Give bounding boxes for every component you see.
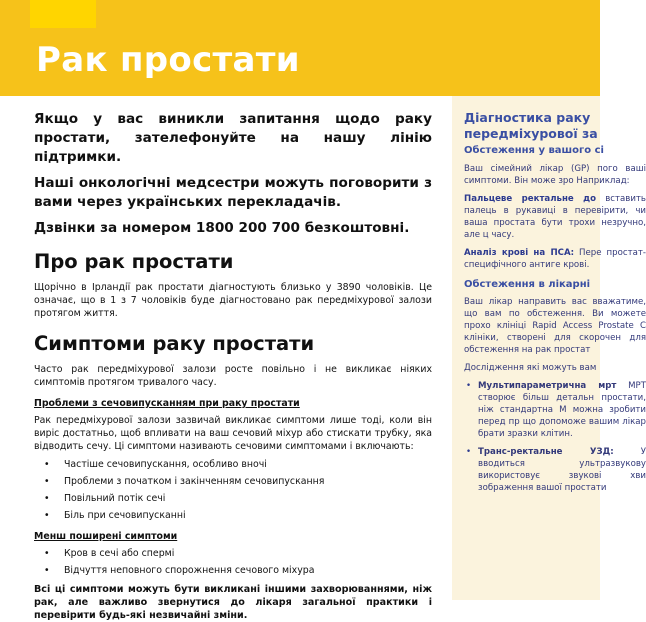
closing-paragraph: Всі ці симптоми можуть бути викликані іншими захворюваннями, ніж рак, але важливо звернутися до лікаря загальної практики і перевірити будь-які незвичайні зміни. bbox=[34, 584, 432, 621]
diagnosis-sidebar bbox=[452, 96, 646, 600]
test-label: Мультипараметрична мрт bbox=[478, 381, 617, 391]
test-text: МРТ створює більш детальн простати, ніж стандартна М можна зробити перед пр що допоможе вашим лікар брати зразки клітин. bbox=[478, 381, 646, 439]
symptoms-intro: Часто рак передміхурової залози росте повільно і не викликає ніяких симптомів протягом тривалого часу. bbox=[34, 364, 432, 388]
tests-intro: Дослідження які можуть вам bbox=[464, 363, 597, 373]
lead-paragraph-3: Дзвінки за номером 1800 200 700 безкоштовні. bbox=[34, 220, 410, 236]
list-item: • Повільний потік сечі bbox=[34, 493, 432, 505]
about-text: Щорічно в Ірландії рак простати діагностують близько у 3890 чоловіків. Це означає, що в 1 з 7 чоловіків буде діагностовано рак передміхурової залози протягом життя. bbox=[34, 282, 432, 319]
list-item: • Частіше сечовипускання, особливо вночі bbox=[34, 459, 432, 471]
tests-list bbox=[464, 380, 646, 494]
symptoms-heading: Симптоми раку простати bbox=[34, 332, 315, 355]
sidebar-title: Діагностика раку передміхурової за bbox=[464, 110, 598, 141]
list-item: • Кров в сечі або спермі bbox=[34, 548, 432, 560]
list-item bbox=[464, 380, 646, 440]
less-common-list bbox=[34, 548, 432, 577]
list-item bbox=[464, 446, 646, 494]
test-label: Транс-ректальне УЗД: bbox=[478, 447, 614, 457]
gp-text: Ваш сімейний лікар (GP) пого ваші симптоми. Він може зро Наприклад: bbox=[464, 164, 646, 186]
list-item: • Проблеми з початком і закінченням сечовипускання bbox=[34, 476, 432, 488]
gp-heading: Обстеження у вашого сі bbox=[464, 145, 604, 156]
dre-paragraph bbox=[464, 193, 646, 241]
psa-paragraph bbox=[464, 247, 646, 271]
psa-text: Пере простат-специфічного антиге крові. bbox=[464, 248, 646, 270]
urination-text: Рак передміхурової залози зазвичай викликає симптоми лише тоді, коли він виріс достатньо, щоб впливати на ваш сечовий міхур або стискати трубку, яка відводить сечу. Ці симптоми називають сечовими симптомами і включають: bbox=[34, 415, 432, 452]
lead-paragraph-1: Якщо у вас виникли запитання щодо раку простати, зателефонуйте на нашу лінію підтримки. bbox=[34, 111, 432, 165]
urination-subheading: Проблеми з сечовипусканням при раку простати bbox=[34, 398, 300, 409]
ukraine-flag-icon bbox=[30, 0, 96, 28]
test-text: У вводиться ультразвукову використовує звукові хви зображення вашої простати bbox=[478, 447, 646, 493]
header-banner bbox=[0, 0, 600, 96]
page-title: Рак простати bbox=[36, 40, 300, 80]
less-common-subheading: Менш поширені симптоми bbox=[34, 531, 178, 542]
hospital-text: Ваш лікар направить вас вважатиме, що вам по обстеження. Ви можете прохо клініці Rapid Access Prostate C клініки, створені для скорочен для обстеження на рак простат bbox=[464, 297, 646, 355]
urination-list bbox=[34, 459, 432, 522]
lead-paragraph-2: Наші онкологічні медсестри можуть поговорити з вами через українських перекладачів. bbox=[34, 175, 432, 210]
main-content bbox=[34, 110, 432, 622]
about-heading: Про рак простати bbox=[34, 250, 234, 273]
hospital-heading: Обстеження в лікарні bbox=[464, 279, 591, 290]
dre-text: вставить палець в рукавиці в перевірити, чи ваша простата бути трохи незручно, але ц часу. bbox=[464, 194, 646, 240]
list-item: • Біль при сечовипусканні bbox=[34, 510, 432, 522]
list-item: • Відчуття неповного спорожнення сечового міхура bbox=[34, 565, 432, 577]
dre-label: Пальцеве ректальне до bbox=[464, 194, 597, 204]
psa-label: Аналіз крові на ПСА: bbox=[464, 248, 575, 258]
